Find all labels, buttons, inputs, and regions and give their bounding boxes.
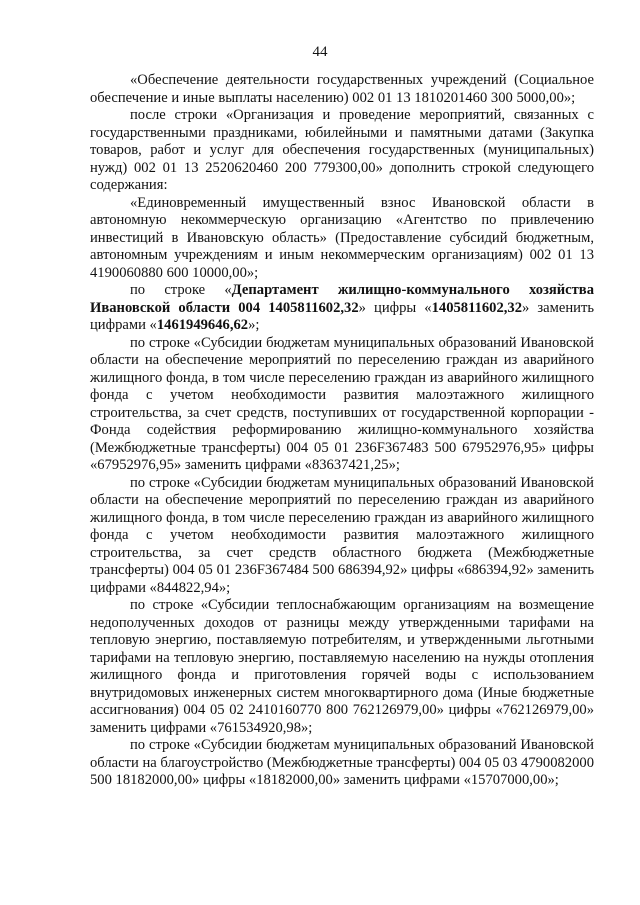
paragraph-6: по строке «Субсидии бюджетам муниципальных образований Ивановской области на обеспечение мероприятий по переселению граждан из аварийного жилищного фонда, в том числе переселению граждан из аварийного жилищного фонда с учетом необходимости развития малоэтажного жилищного строительства, за счет средств областного бюджета (Межбюджетные трансферты) 004 05 01 236F367484 500 686394,92» цифры «686394,92» заменить цифрами «844822,94»;	[90, 474, 594, 596]
paragraph-4	[90, 282, 594, 335]
page-number: 44	[312, 44, 328, 60]
paragraph-4-text-3: » заменить цифрами «	[90, 299, 595, 333]
paragraph-1: «Обеспечение деятельности государственных учреждений (Социальное обеспечение и иные выплаты населению) 002 01 13 1810201460 300 5000,00»;	[90, 72, 594, 106]
paragraph-3: «Единовременный имущественный взнос Ивановской области в автономную некоммерческую организацию «Агентство по привлечению инвестиций в Ивановскую область» (Предоставление субсидий бюджетным, автономным учреждениям и иным некоммерческим организациям) 002 01 13 4190060880 600 10000,00»;	[90, 194, 594, 281]
paragraph-4-text-1: по строке «	[130, 282, 232, 298]
paragraph-4-bold-new-amount: 1461949646,62	[156, 317, 249, 333]
paragraph-8: по строке «Субсидии бюджетам муниципальных образований Ивановской области на благоустройство (Межбюджетные трансферты) 004 05 03 4790082000 500 18182000,00» цифры «18182000,00» заменить цифрами «15707000,00»;	[90, 737, 594, 788]
paragraph-4-text-2: » цифры «	[358, 299, 432, 316]
paragraph-5: по строке «Субсидии бюджетам муниципальных образований Ивановской области на обеспечение мероприятий по переселению граждан из аварийного жилищного фонда, в том числе переселению граждан из аварийного жилищного фонда с учетом необходимости развития малоэтажного жилищного строительства, за счет средств, поступивших от государственной корпорации - Фонда содействия реформированию жилищно-коммунального хозяйства (Межбюджетные трансферты) 004 05 01 236F367483 500 67952976,95» цифры «67952976,95» заменить цифрами «83637421,25»;	[90, 334, 594, 473]
paragraph-4-text-4: »;	[248, 317, 260, 333]
document-body	[90, 72, 594, 790]
paragraph-7: по строке «Субсидии теплоснабжающим организациям на возмещение недополученных доходов от разницы между утвержденными тарифами на тепловую энергию, поставляемую потребителям, и утвержденными льготными тарифами на тепловую энергию, поставляемую населению на нужды отопления жилищного фонда и приготовления горячей воды с использованием внутридомовых инженерных систем многоквартирного дома (Иные бюджетные ассигнования) 004 05 02 2410160770 800 762126979,00» цифры «762126979,00» заменить цифрами «761534920,98»;	[90, 597, 594, 736]
paragraph-4-bold-old-amount: 1405811602,32	[431, 299, 523, 316]
paragraph-4-bold-department: Департамент жилищно-коммунального хозяйства Ивановской области 004 1405811602,32	[90, 282, 594, 316]
paragraph-2: после строки «Организация и проведение мероприятий, связанных с государственными праздниками, юбилейными и памятными датами (Закупка товаров, работ и услуг для обеспечения государственных (муниципальных) нужд) 002 01 13 2520620460 200 779300,00» дополнить строкой следующего содержания:	[90, 107, 594, 193]
